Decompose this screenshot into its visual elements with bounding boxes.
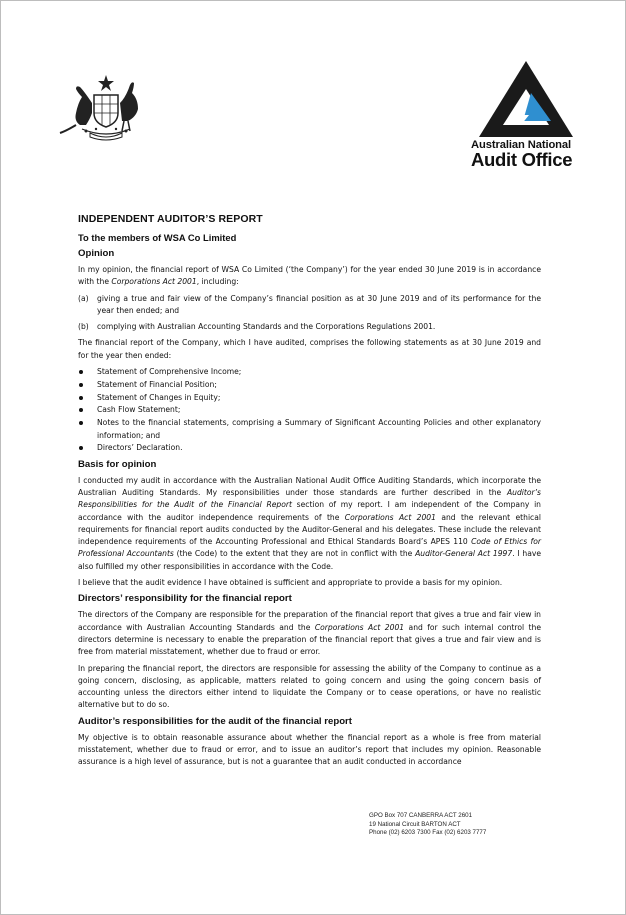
report-body	[78, 213, 541, 773]
footer-line-2: 19 National Circuit BARTON ACT	[369, 820, 461, 828]
opinion-heading: Opinion	[78, 248, 115, 259]
list-text: giving a true and fair view of the Company’s financial position as at 30 June 2019 and of its performance for the year then ended; and	[97, 293, 541, 315]
footer-line-1: GPO Box 707 CANBERRA ACT 2601	[369, 812, 473, 819]
directors-paragraph-2: In preparing the financial report, the directors are responsible for assessing the ability of the Company to continue as a going concern, disclosing, as applicable, matters related to going concern and using the going concern basis of accounting unless the directors either intend to liquidate the Company or to cease operations, or have no realistic alternative but to do so.	[78, 663, 541, 710]
opinion-paragraph: In my opinion, the financial report of WSA Co Limited (‘the Company’) for the year ended 30 June 2019 is in accordance with the Corporations Act 2001, including:	[78, 265, 541, 287]
list-item: Directors’ Declaration.	[78, 442, 541, 454]
basis-paragraph-2: I believe that the audit evidence I have obtained is sufficient and appropriate to provide a basis for my opinion.	[78, 578, 503, 588]
opinion-list-item-a	[78, 293, 541, 318]
logo-line-2: Audit Office	[471, 149, 573, 170]
logo-line-1: Australian National	[471, 139, 572, 151]
auditor-heading: Auditor’s responsibilities for the audit of the financial report	[78, 715, 352, 727]
opinion-list-item-b	[78, 321, 541, 333]
list-marker: (a)	[78, 293, 89, 303]
list-item: Statement of Comprehensive Income;	[78, 366, 541, 378]
list-text: complying with Australian Accounting Standards and the Corporations Regulations 2001.	[97, 322, 436, 332]
list-item: Statement of Changes in Equity;	[78, 392, 541, 404]
footer-line-3: Phone (02) 6203 7300 Fax (02) 6203 7777	[369, 829, 487, 837]
bullet-icon	[79, 370, 83, 374]
bullet-icon	[79, 396, 83, 400]
bullet-icon	[79, 383, 83, 387]
auditor-paragraph-1: My objective is to obtain reasonable assurance about whether the financial report as a whole is free from material misstatement, whether due to fraud or error, and to issue an auditor’s report that includes my opinion. Reasonable assurance is a high level of assurance, but is not a guarantee that an audit conducted in accordance	[78, 732, 541, 767]
bullet-icon	[79, 446, 83, 450]
list-marker: (b)	[78, 322, 89, 332]
list-item: Cash Flow Statement;	[78, 404, 541, 416]
directors-heading: Directors’ responsibility for the financial report	[78, 593, 292, 605]
basis-heading: Basis for opinion	[78, 458, 157, 470]
basis-paragraph-1: I conducted my audit in accordance with the Australian National Audit Office Auditing Standards, which incorporate the Australian Auditing Standards. My responsibilities under those standards are further described in the Auditor’s Responsibilities for the Audit of the Financial Report section of my report. I am independent of the Company in accordance with the auditor independence requirements of the Corporations Act 2001 and the relevant ethical requirements for financial report audits conducted by the Auditor-General and his delegates. These include the relevant independence requirements of the Accounting Professional and Ethical Standards Board’s APES 110 Code of Ethics for Professional Accountants (the Code) to the extent that they are not in conflict with the Auditor-General Act 1997. I have also fulfilled my other responsibilities in accordance with the Code.	[78, 475, 542, 571]
statements-list	[78, 366, 541, 455]
directors-paragraph-1: The directors of the Company are responsible for the preparation of the financial report that gives a true and fair view in accordance with Australian Accounting Standards and the Corporations Act 2001 and for such internal control the directors determine is necessary to enable the preparation of the financial report that gives a true and fair view and is free from material misstatement, whether due to fraud or error.	[78, 610, 541, 657]
list-item: Notes to the financial statements, comprising a Summary of Significant Accounting Policies and other explanatory information; and	[78, 417, 541, 442]
address-footer	[369, 812, 486, 838]
report-addressee: To the members of WSA Co Limited	[78, 232, 237, 243]
list-item: Statement of Financial Position;	[78, 379, 541, 391]
bullet-icon	[79, 421, 83, 425]
coat-of-arms-icon	[56, 73, 156, 143]
statements-intro: The financial report of the Company, which I have audited, comprises the following statements as at 30 June 2019 and for the year then ended:	[78, 338, 541, 360]
report-title: INDEPENDENT AUDITOR’S REPORT	[78, 213, 263, 225]
bullet-icon	[79, 408, 83, 412]
